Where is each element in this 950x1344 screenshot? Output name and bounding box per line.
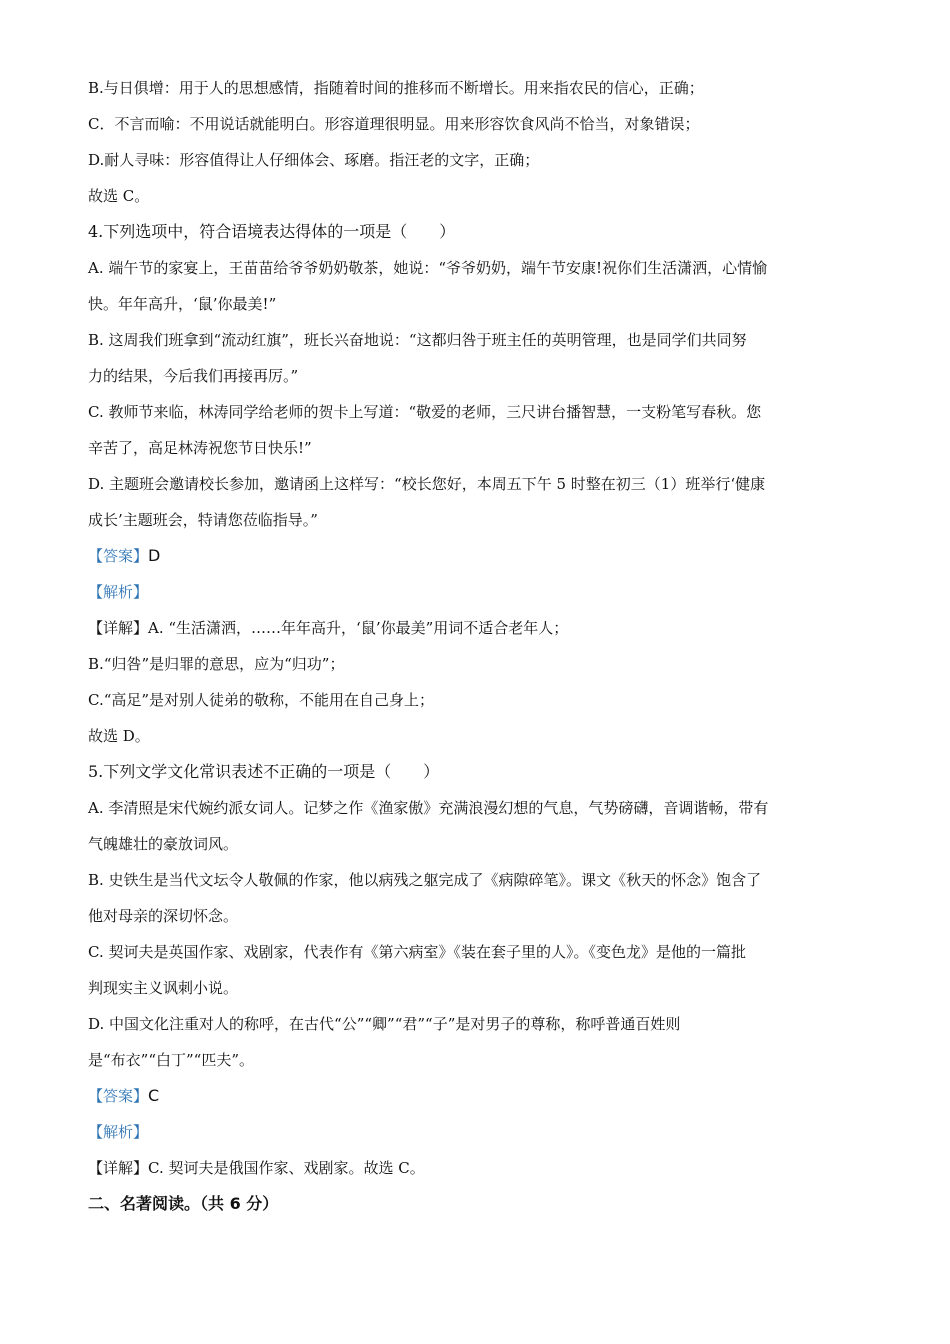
- q4-option-c-line2: 辛苦了，高足林涛祝您节日快乐!”: [88, 439, 312, 457]
- q4-option-d-line2: 成长’主题班会，特请您莅临指导。”: [88, 511, 318, 529]
- detail-tag: 【详解】: [88, 619, 149, 637]
- q5-detail-1: C. 契诃夫是俄国作家、戏剧家。故选 C。: [148, 1159, 425, 1177]
- answer-tag: 【答案】: [88, 1087, 149, 1105]
- q4-stem: 4.下列选项中，符合语境表达得体的一项是（ ）: [88, 222, 456, 241]
- q4-option-c-line1: C. 教师节来临，林涛同学给老师的贺卡上写道：“敬爱的老师，三尺讲台播智慧，一支粉笔写春秋。您: [88, 403, 762, 421]
- document-page: [88, 70, 863, 1222]
- q5-option-c-line1: C. 契诃夫是英国作家、戏剧家，代表作有《第六病室》《装在套子里的人》。《变色龙》是他的一篇批: [88, 943, 746, 961]
- q4-answer-row: [88, 538, 863, 574]
- analysis-tag: 【解析】: [88, 583, 149, 601]
- q5-stem: 5.下列文学文化常识表述不正确的一项是（ ）: [88, 762, 440, 781]
- q5-option-d-line1: D. 中国文化注重对人的称呼，在古代“公”“卿”“君”“子”是对男子的尊称，称呼普通百姓则: [88, 1015, 681, 1033]
- q5-option-b-line1: B. 史铁生是当代文坛令人敬佩的作家，他以病残之躯完成了《病隙碎笔》。课文《秋天的怀念》饱含了: [88, 871, 762, 889]
- q5-answer-row: [88, 1078, 863, 1114]
- q5-option-d-line2: 是“布衣”“白丁”“匹夫”。: [88, 1051, 255, 1069]
- q4-analysis-row: [88, 574, 863, 610]
- answer-tag: 【答案】: [88, 547, 149, 565]
- option-c-explanation: C．不言而喻：不用说话就能明白。形容道理很明显。用来形容饮食风尚不恰当，对象错误；: [88, 115, 700, 133]
- q4-option-a-line1: A. 端午节的家宴上，王苗苗给爷爷奶奶敬茶，她说：“爷爷奶奶，端午节安康!祝你们生活潇洒，心情愉: [88, 259, 768, 277]
- q4-detail-row: [88, 610, 863, 646]
- q4-option-b-line2: 力的结果，今后我们再接再厉。”: [88, 367, 299, 385]
- q5-detail-row: [88, 1150, 863, 1186]
- q5-option-c-line2: 判现实主义讽刺小说。: [88, 979, 239, 997]
- analysis-tag: 【解析】: [88, 1123, 149, 1141]
- detail-tag: 【详解】: [88, 1159, 149, 1177]
- q4-detail-1: A. “生活潇洒，……年年高升，‘鼠’你最美”用词不适合老年人；: [148, 619, 569, 637]
- q5-option-b-line2: 他对母亲的深切怀念。: [88, 907, 239, 925]
- q4-detail-3: C.“高足”是对别人徒弟的敬称，不能用在自己身上；: [88, 691, 435, 709]
- q4-option-b-line1: B. 这周我们班拿到“流动红旗”，班长兴奋地说：“这都归咎于班主任的英明管理，也是同学们共同努: [88, 331, 747, 349]
- q4-option-a-line2: 快。年年高升，‘鼠’你最美!”: [88, 295, 277, 313]
- section-heading: 二、名著阅读。（共 6 分）: [88, 1194, 279, 1213]
- q4-answer: D: [148, 546, 161, 565]
- q4-option-d-line1: D. 主题班会邀请校长参加，邀请函上这样写：“校长您好，本周五下午 5 时整在初三（1）班举行‘健康: [88, 475, 766, 493]
- option-d-explanation: D.耐人寻味：形容值得让人仔细体会、琢磨。指汪老的文字，正确；: [88, 151, 540, 169]
- q4-detail-2: B.“归咎”是归罪的意思，应为“归功”；: [88, 655, 345, 673]
- q4-detail-4: 故选 D。: [88, 727, 150, 745]
- q5-option-a-line1: A. 李清照是宋代婉约派女词人。记梦之作《渔家傲》充满浪漫幻想的气息，气势磅礴，音调谐畅，带有: [88, 799, 769, 817]
- q3-conclusion: 故选 C。: [88, 187, 150, 205]
- q5-answer: C: [148, 1086, 160, 1105]
- q5-analysis-row: [88, 1114, 863, 1150]
- option-b-explanation: B.与日俱增：用于人的思想感情，指随着时间的推移而不断增长。用来指农民的信心，正确；: [88, 79, 704, 97]
- q5-option-a-line2: 气魄雄壮的豪放词风。: [88, 835, 239, 853]
